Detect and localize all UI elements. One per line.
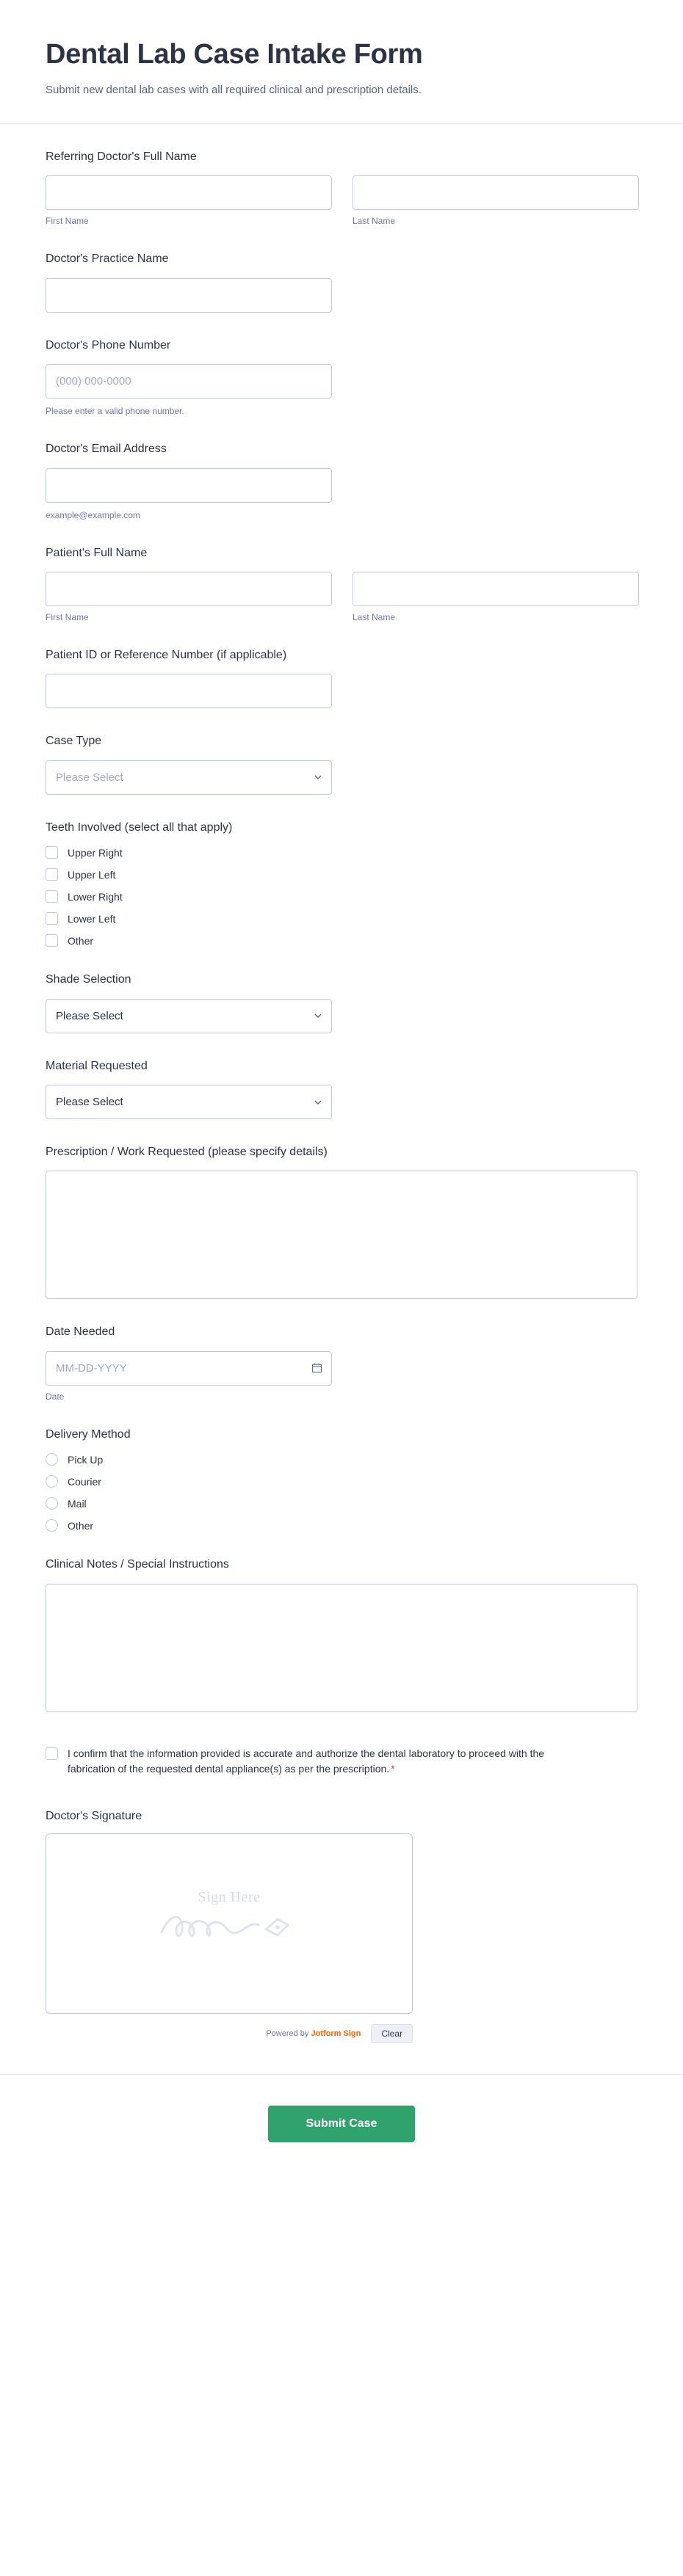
patient-first-name-sublabel: First Name [46,612,89,623]
label-referring-doctor-name: Referring Doctor's Full Name [46,150,197,164]
checkbox-upper-right[interactable] [46,846,58,859]
clinical-notes-textarea[interactable] [46,1584,637,1712]
page-title: Dental Lab Case Intake Form [46,39,423,70]
label-clinical-notes: Clinical Notes / Special Instructions [46,1558,229,1571]
date-needed-wrap [46,1351,332,1386]
signature-placeholder [46,1889,412,1951]
radio-mail[interactable] [46,1497,58,1510]
delivery-method-options [46,1453,637,1532]
field-material-requested [46,1058,637,1119]
patient-first-name-input[interactable] [46,572,332,606]
field-teeth-involved [46,820,637,947]
date-needed-sublabel: Date [46,1391,65,1402]
patient-last-name-sublabel: Last Name [353,612,396,623]
powered-prefix: Powered by [266,2029,311,2038]
form-header [0,0,683,124]
powered-brand: Jotform Sign [311,2029,361,2038]
label-practice-name: Doctor's Practice Name [46,252,169,266]
doctor-email-input[interactable] [46,468,332,503]
patient-id-input[interactable] [46,674,332,708]
shade-selection-select[interactable]: Please Select [46,999,332,1033]
material-requested-select[interactable]: Please Select [46,1085,332,1119]
checkbox-consent[interactable] [46,1747,58,1760]
checkbox-upper-left[interactable] [46,868,58,881]
label-date-needed: Date Needed [46,1325,115,1339]
label-shade-selection: Shade Selection [46,973,131,986]
radio-row-other[interactable] [46,1519,637,1532]
field-consent [46,1746,637,1778]
signature-footer [46,2024,413,2043]
checkbox-row-upper-right[interactable] [46,846,637,859]
signature-scribble-icon [148,1903,310,1947]
checkbox-row-lower-left[interactable] [46,912,637,925]
field-doctor-phone [46,338,637,416]
signature-pad[interactable] [46,1833,413,2014]
checkbox-label-upper-right: Upper Right [68,846,123,859]
radio-label-other: Other [68,1519,94,1532]
case-type-select-wrap[interactable] [46,760,332,795]
checkbox-label-lower-right: Lower Right [68,890,123,903]
checkbox-row-other[interactable] [46,934,637,947]
field-doctor-signature [46,1810,637,2043]
field-referring-doctor-name [46,149,637,226]
practice-name-input[interactable] [46,278,332,313]
field-practice-name [46,251,637,312]
label-material-requested: Material Requested [46,1059,148,1072]
consent-text [68,1746,582,1778]
field-delivery-method [46,1427,637,1532]
referring-doctor-last-name-sublabel: Last Name [353,216,396,227]
radio-pick-up[interactable] [46,1453,58,1466]
date-needed-input[interactable] [46,1351,332,1386]
checkbox-row-upper-left[interactable] [46,868,637,881]
radio-label-courier: Courier [68,1475,101,1488]
field-prescription [46,1144,637,1299]
consent-text-body: I confirm that the information provided is accurate and authorize the dental laboratory to proceed with the fabrication of the requested dental appliance(s) as per the prescription. [68,1747,545,1775]
referring-doctor-first-name-sublabel: First Name [46,216,89,227]
referring-doctor-last-col [353,175,639,226]
radio-label-mail: Mail [68,1497,87,1510]
form-footer [0,2074,683,2186]
field-clinical-notes [46,1557,637,1711]
label-patient-name: Patient's Full Name [46,546,148,559]
radio-row-pick-up[interactable] [46,1453,637,1466]
referring-doctor-first-name-input[interactable] [46,175,332,210]
doctor-phone-input[interactable] [46,364,332,399]
field-date-needed [46,1324,637,1401]
checkbox-label-lower-left: Lower Left [68,912,116,925]
checkbox-label-upper-left: Upper Left [68,868,116,881]
checkbox-label-other: Other [68,934,94,947]
patient-name-row [46,572,637,622]
radio-row-mail[interactable] [46,1497,637,1510]
doctor-email-hint: example@example.com [46,509,140,520]
shade-selection-select-wrap[interactable] [46,999,332,1033]
label-doctor-phone: Doctor's Phone Number [46,338,171,352]
label-prescription: Prescription / Work Requested (please specify details) [46,1146,328,1158]
required-asterisk: * [391,1763,395,1775]
referring-doctor-last-name-input[interactable] [353,175,639,210]
label-doctor-email: Doctor's Email Address [46,443,167,456]
field-shade-selection [46,972,637,1033]
teeth-involved-options [46,846,637,947]
label-patient-id: Patient ID or Reference Number (if applicable) [46,649,287,662]
checkbox-lower-right[interactable] [46,890,58,903]
field-case-type [46,733,637,794]
referring-doctor-name-row [46,175,637,226]
submit-button[interactable]: Submit Case [268,2106,415,2142]
label-delivery-method: Delivery Method [46,1427,131,1441]
label-doctor-signature: Doctor's Signature [46,1809,142,1822]
field-patient-id [46,647,637,708]
patient-first-col [46,572,332,622]
checkbox-row-lower-right[interactable] [46,890,637,903]
prescription-textarea[interactable] [46,1171,637,1299]
checkbox-lower-left[interactable] [46,912,58,925]
case-type-select[interactable]: Please Select [46,760,332,795]
material-requested-select-wrap[interactable] [46,1085,332,1119]
checkbox-other[interactable] [46,934,58,947]
signature-clear-button[interactable]: Clear [371,2024,413,2043]
field-patient-name [46,545,637,622]
patient-last-name-input[interactable] [353,572,639,606]
signature-powered-by [266,2029,361,2038]
radio-row-courier[interactable] [46,1475,637,1488]
label-teeth-involved: Teeth Involved (select all that apply) [46,821,233,834]
patient-last-col [353,572,639,622]
page-subtitle: Submit new dental lab cases with all required clinical and prescription details. [46,83,422,96]
referring-doctor-first-col [46,175,332,226]
signature-placeholder-text: Sign Here [198,1888,261,1905]
field-doctor-email [46,441,637,520]
radio-courier[interactable] [46,1475,58,1488]
radio-label-pick-up: Pick Up [68,1453,104,1466]
form-body [0,124,683,2043]
label-case-type: Case Type [46,735,102,748]
doctor-phone-hint: Please enter a valid phone number. [46,406,184,417]
radio-other[interactable] [46,1519,58,1532]
